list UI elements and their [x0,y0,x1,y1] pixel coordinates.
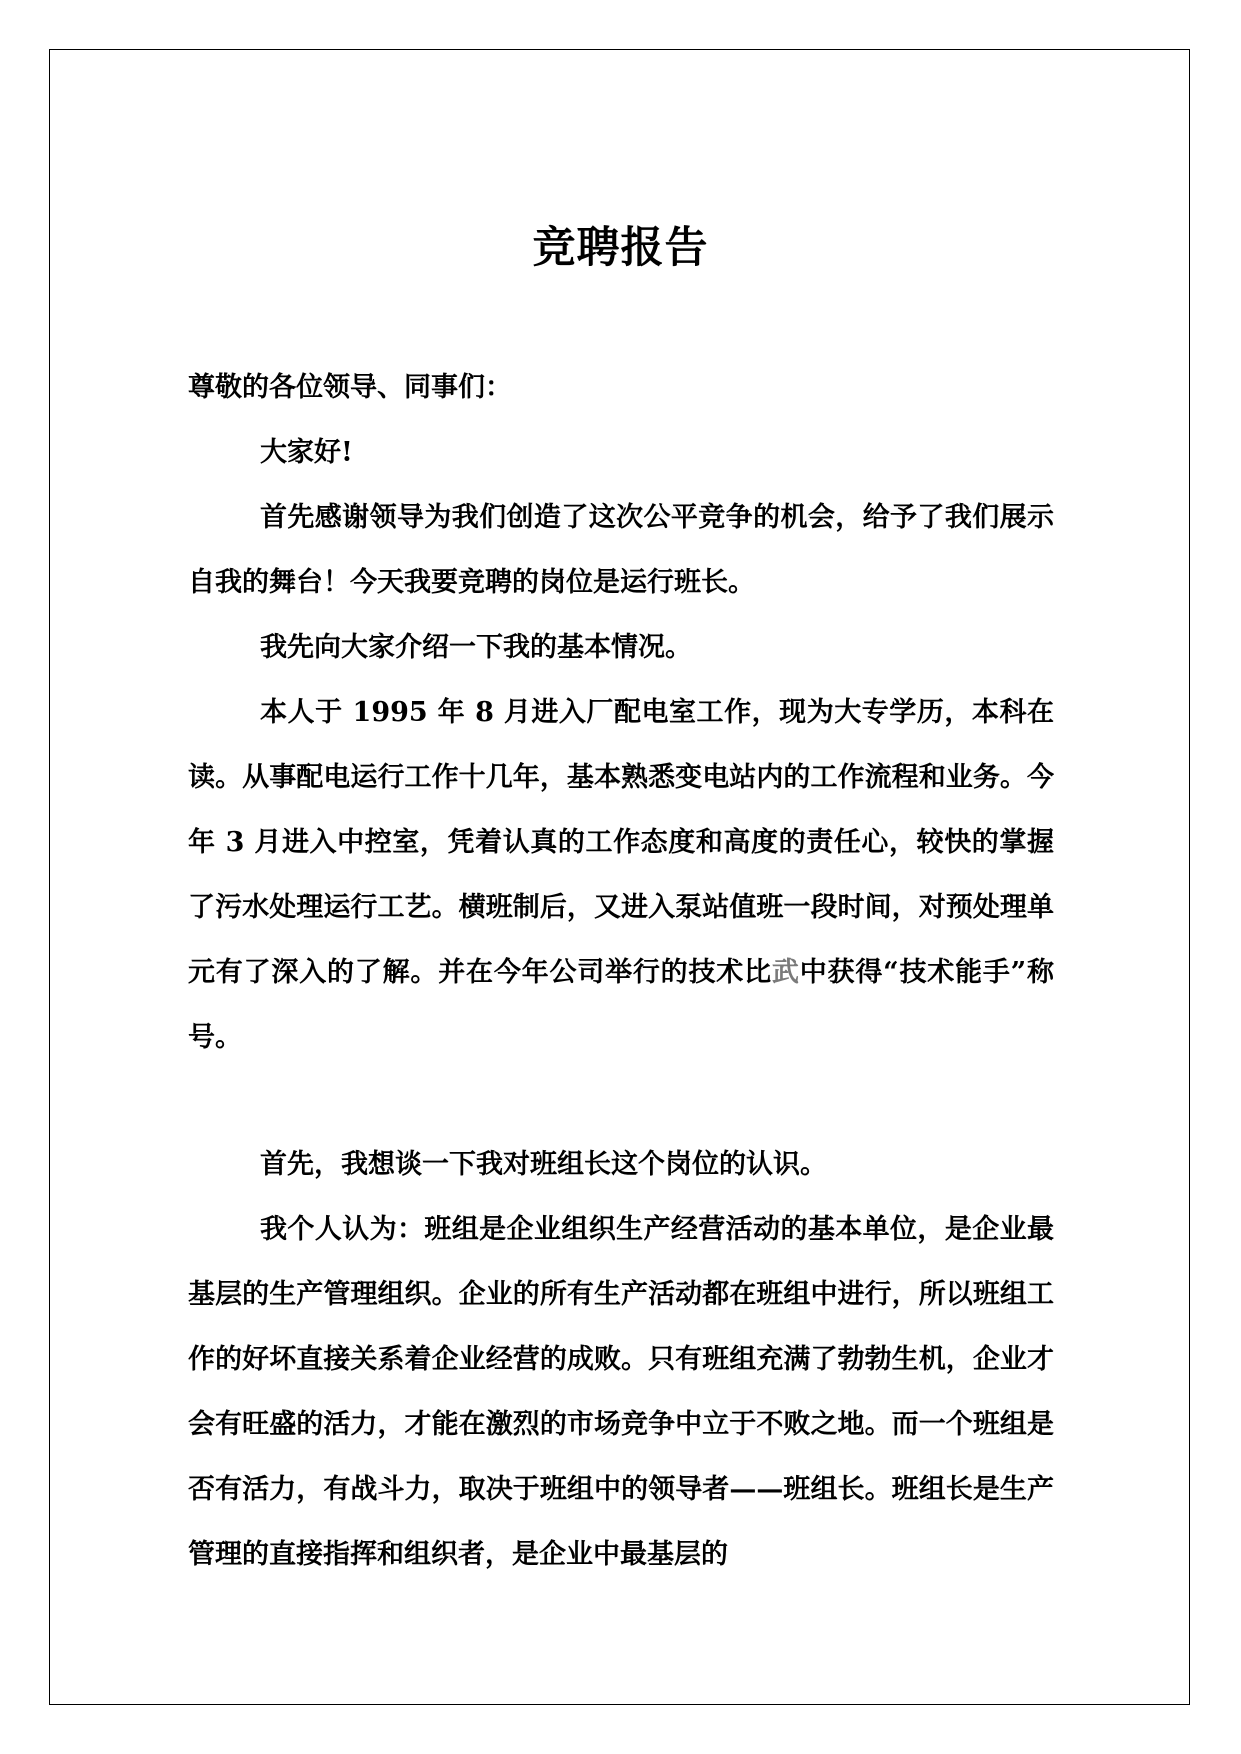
background-text-a: 本人于 1995 年 8 月进入厂配电室工作，现为大专学历，本科在读。从事配电运行工作十几年，基本熟悉变电站内的工作流程和业务。今年 3 月进入中控室，凭着认真的工作态度和高度的责任心，较快的掌握了污水处理运行工艺。横班制后，又进入泵站值班一段时间，对预处理单元有了深入的了解。并在今年公司举行的技术比 [188,697,1054,988]
paragraph-intro: 我先向大家介绍一下我的基本情况。 [260,632,692,663]
paragraph-thanks: 首先感谢领导为我们创造了这次公平竞争的机会，给予了我们展示自我的舞台！今天我要竞聘的岗位是运行班长。 [188,502,1054,598]
paragraph-role-topic: 首先，我想谈一下我对班组长这个岗位的认识。 [260,1149,827,1180]
paragraph-role-understanding: 我个人认为：班组是企业组织生产经营活动的基本单位，是企业最基层的生产管理组织。企业的所有生产活动都在班组中进行，所以班组工作的好坏直接关系着企业经营的成败。只有班组充满了勃勃生机，企业才会有旺盛的活力，才能在激烈的市场竞争中立于不败之地。而一个班组是否有活力，有战斗力，取决于班组中的领导者——班组长。班组长是生产管理的直接指挥和组织者，是企业中最基层的 [188,1214,1054,1570]
document-title: 竞聘报告 [532,223,709,273]
document-body [188,355,1054,1587]
background-text-b: 中获得“技术能手”称号。 [188,957,1055,1053]
smudged-character: 武 [771,957,800,988]
paragraph-background [188,680,1054,1070]
salutation: 尊敬的各位领导、同事们： [188,372,512,403]
greeting: 大家好! [260,437,353,468]
paragraph-spacer [188,1070,1054,1132]
